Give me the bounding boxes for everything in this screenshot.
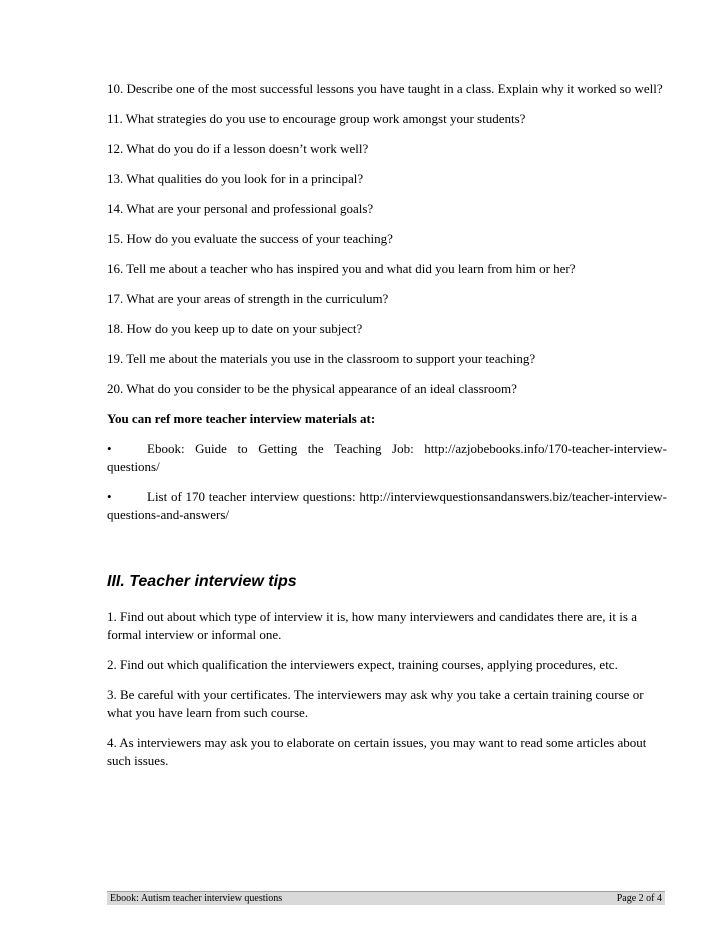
bullet-text: List of 170 teacher interview questions: http://interviewquestionsandanswers.biz/teacher-interview-questions-and-answers/ (107, 489, 667, 522)
bullet-text: Ebook: Guide to Getting the Teaching Job: http://azjobebooks.info/170-teacher-interview-questions/ (107, 441, 667, 474)
tip-4: 4. As interviewers may ask you to elaborate on certain issues, you may want to read some articles about such issues. (107, 735, 647, 768)
tip-2: 2. Find out which qualification the interviewers expect, training courses, applying procedures, etc. (107, 657, 618, 672)
ref-heading: You can ref more teacher interview materials at: (107, 411, 376, 426)
document-body (107, 80, 667, 782)
question-19: 19. Tell me about the materials you use in the classroom to support your teaching? (107, 351, 536, 366)
bullet-item-ebook (107, 440, 667, 476)
question-16: 16. Tell me about a teacher who has inspired you and what did you learn from him or her? (107, 261, 576, 276)
page-number: Page 2 of 4 (616, 893, 662, 904)
question-13: 13. What qualities do you look for in a principal? (107, 171, 364, 186)
bullet-icon: • (107, 489, 112, 504)
tip-1: 1. Find out about which type of interview it is, how many interviewers and candidates there are, it is a formal interview or informal one. (107, 609, 637, 642)
question-20: 20. What do you consider to be the physical appearance of an ideal classroom? (107, 381, 517, 396)
question-11: 11. What strategies do you use to encourage group work amongst your students? (107, 111, 526, 126)
question-12: 12. What do you do if a lesson doesn’t work well? (107, 141, 369, 156)
footer-title: Ebook: Autism teacher interview questions (110, 893, 283, 904)
question-18: 18. How do you keep up to date on your subject? (107, 321, 363, 336)
section-heading: III. Teacher interview tips (107, 573, 297, 590)
bullet-item-list (107, 488, 667, 524)
page-footer (107, 891, 665, 905)
question-10: 10. Describe one of the most successful lessons you have taught in a class. Explain why it worked so well? (107, 81, 663, 96)
bullet-icon: • (107, 441, 112, 456)
tip-3: 3. Be careful with your certificates. The interviewers may ask why you take a certain training course or what you have learn from such course. (107, 687, 644, 720)
question-14: 14. What are your personal and professional goals? (107, 201, 374, 216)
question-17: 17. What are your areas of strength in the curriculum? (107, 291, 389, 306)
question-15: 15. How do you evaluate the success of your teaching? (107, 231, 393, 246)
